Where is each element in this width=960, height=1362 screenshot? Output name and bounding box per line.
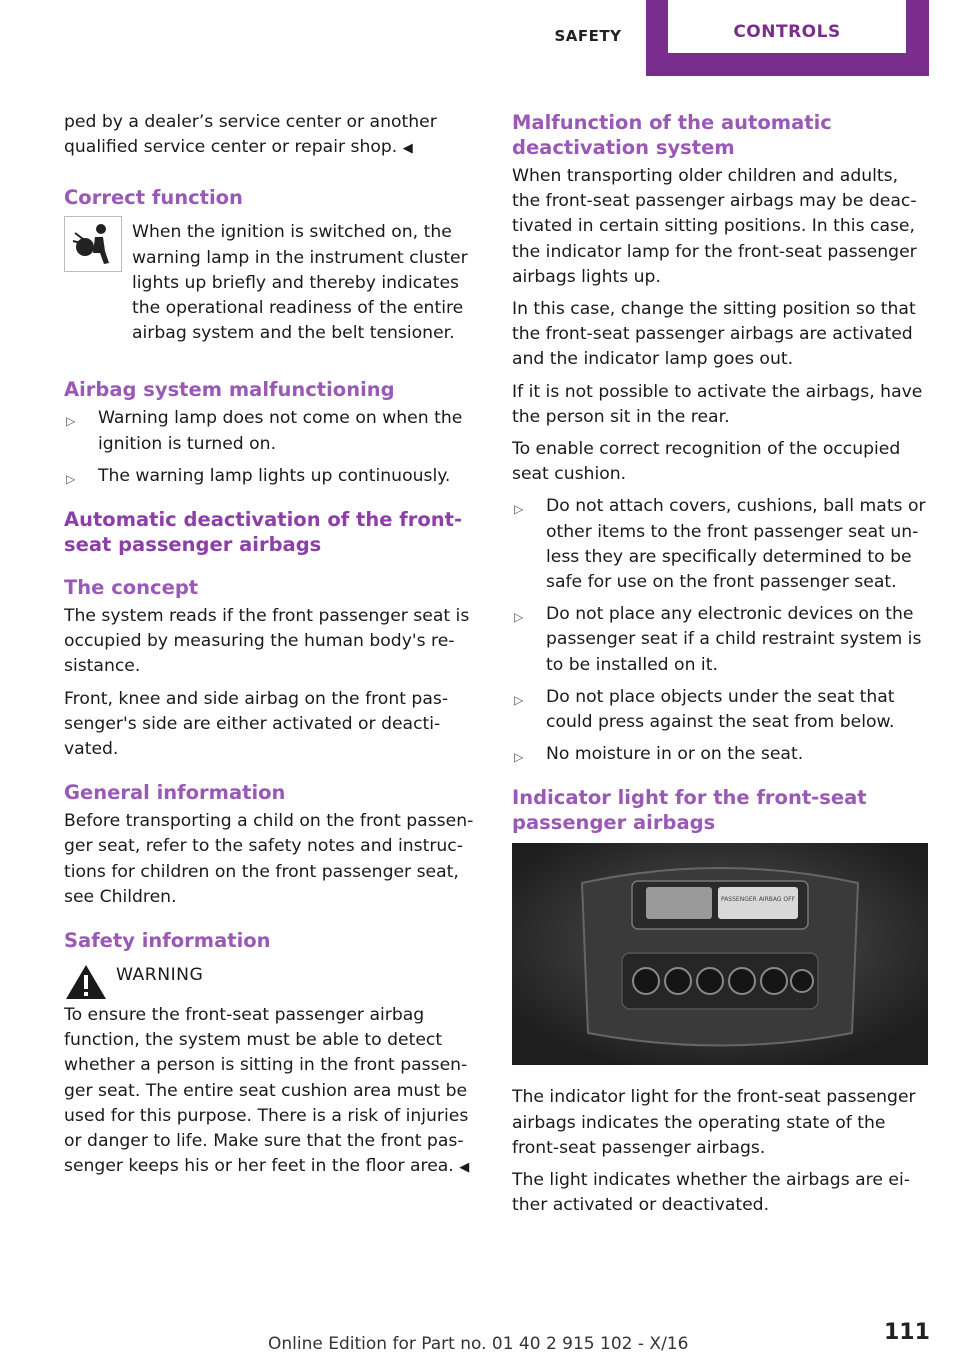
- left-column: [64, 110, 484, 1187]
- safety-info-heading: Safety information: [64, 929, 271, 953]
- tab-controls-label: CONTROLS: [668, 0, 906, 53]
- warning-text: To ensure the front-seat passenger airbag function, the system must be able to detect whether a person is sitting in the front passen-ger seat. The entire seat cushion area must be used for this purpose. There is a risk of injuries or danger to life. Make sure that the front pas-senger keeps his or her feet in the floor area. ◀: [64, 1005, 470, 1177]
- malfunction-auto-paragraph-2: In this case, change the sitting position so that the front-seat passenger airbags are activated and the indicator lamp goes out.: [512, 299, 916, 370]
- seat-instructions-list: [512, 494, 928, 767]
- bullet-icon: ▷: [514, 502, 524, 517]
- general-info-text: Before transporting a child on the front passen-ger seat, refer to the safety notes and instruc-tions for children on the front passenger seat, see Children.: [64, 811, 474, 907]
- concept-paragraph-2: Front, knee and side airbag on the front pas-senger's side are either activated or deacti-vated.: [64, 688, 449, 760]
- malfunction-auto-heading: Malfunction of the automatic deactivation system: [512, 111, 832, 159]
- indicator-heading: Indicator light for the front-seat passenger airbags: [512, 786, 867, 835]
- chapter-tabs: [0, 0, 960, 78]
- indicator-light-photo: [512, 843, 928, 1065]
- photo-label: PASSENGER AIRBAG OFF: [720, 896, 796, 904]
- page-number: 111: [884, 1320, 930, 1345]
- indicator-paragraph-2: The light indicates whether the airbags are ei-ther activated or deactivated.: [512, 1170, 910, 1216]
- list-item: ▷ No moisture in or on the seat.: [512, 742, 928, 767]
- bullet-icon: ▷: [514, 750, 524, 765]
- malfunction-list: [64, 406, 484, 489]
- right-column: [512, 110, 928, 1225]
- auto-deactivation-heading: Automatic deactivation of the front-seat passenger airbags: [64, 508, 463, 557]
- bullet-icon: ▷: [514, 610, 524, 625]
- malfunction-auto-paragraph-1: When transporting older children and adults, the front-seat passenger airbags may be deac-tivated in certain sitting positions. In this case, the indicator lamp for the front-seat passenger airbags lights up.: [512, 166, 917, 287]
- malfunction-auto-paragraph-4: To enable correct recognition of the occupied seat cushion.: [512, 439, 901, 485]
- warning-label: WARNING: [116, 965, 204, 986]
- correct-function-text: When the ignition is switched on, the warning lamp in the instrument cluster lights up briefly and thereby indicates the operational readiness of the entire airbag system and the belt tensioner.: [132, 222, 468, 344]
- warning-block: [64, 957, 484, 1003]
- malfunction-heading: Airbag system malfunctioning: [64, 378, 395, 402]
- bullet-icon: ▷: [66, 414, 76, 429]
- list-item: ▷ Do not place objects under the seat that could press against the seat from below.: [514, 686, 895, 733]
- end-mark: ◀: [459, 1160, 470, 1176]
- warning-triangle-icon: [64, 957, 108, 1003]
- page-footer: [0, 1320, 960, 1358]
- tab-controls[interactable]: [646, 0, 929, 76]
- end-mark: ◀: [402, 141, 413, 157]
- list-item: ▷ Do not attach covers, cushions, ball mats or other items to the front passenger seat un-less they are specifically determined to be safe for use on the front passenger seat.: [514, 496, 926, 593]
- bullet-icon: ▷: [514, 692, 524, 707]
- list-item: ▷ Warning lamp does not come on when the ignition is turned on.: [66, 408, 463, 454]
- indicator-paragraph-1: The indicator light for the front-seat passenger airbags indicates the operating state of the front-seat passenger airbags.: [512, 1087, 916, 1158]
- tab-safety[interactable]: SAFETY: [554, 27, 622, 45]
- general-info-heading: General information: [64, 781, 286, 805]
- footer-text: Online Edition for Part no. 01 40 2 915 102 - X/16: [268, 1334, 689, 1354]
- concept-heading: The concept: [64, 576, 199, 600]
- correct-function-block: [64, 214, 484, 353]
- list-item: ▷ Do not place any electronic devices on the passenger seat if a child restraint system is to be installed on it.: [514, 604, 922, 675]
- airbag-warning-icon: [64, 216, 122, 272]
- concept-paragraph-1: The system reads if the front passenger seat is occupied by measuring the human body's re-sistance.: [64, 606, 470, 677]
- bullet-icon: ▷: [66, 471, 76, 486]
- list-item: ▷ The warning lamp lights up continuously.: [64, 464, 484, 489]
- intro-paragraph: ped by a dealer’s service center or another qualified service center or repair shop. ◀: [64, 112, 437, 158]
- correct-function-heading: Correct function: [64, 186, 243, 210]
- malfunction-auto-paragraph-3: If it is not possible to activate the airbags, have the person sit in the rear.: [512, 381, 923, 427]
